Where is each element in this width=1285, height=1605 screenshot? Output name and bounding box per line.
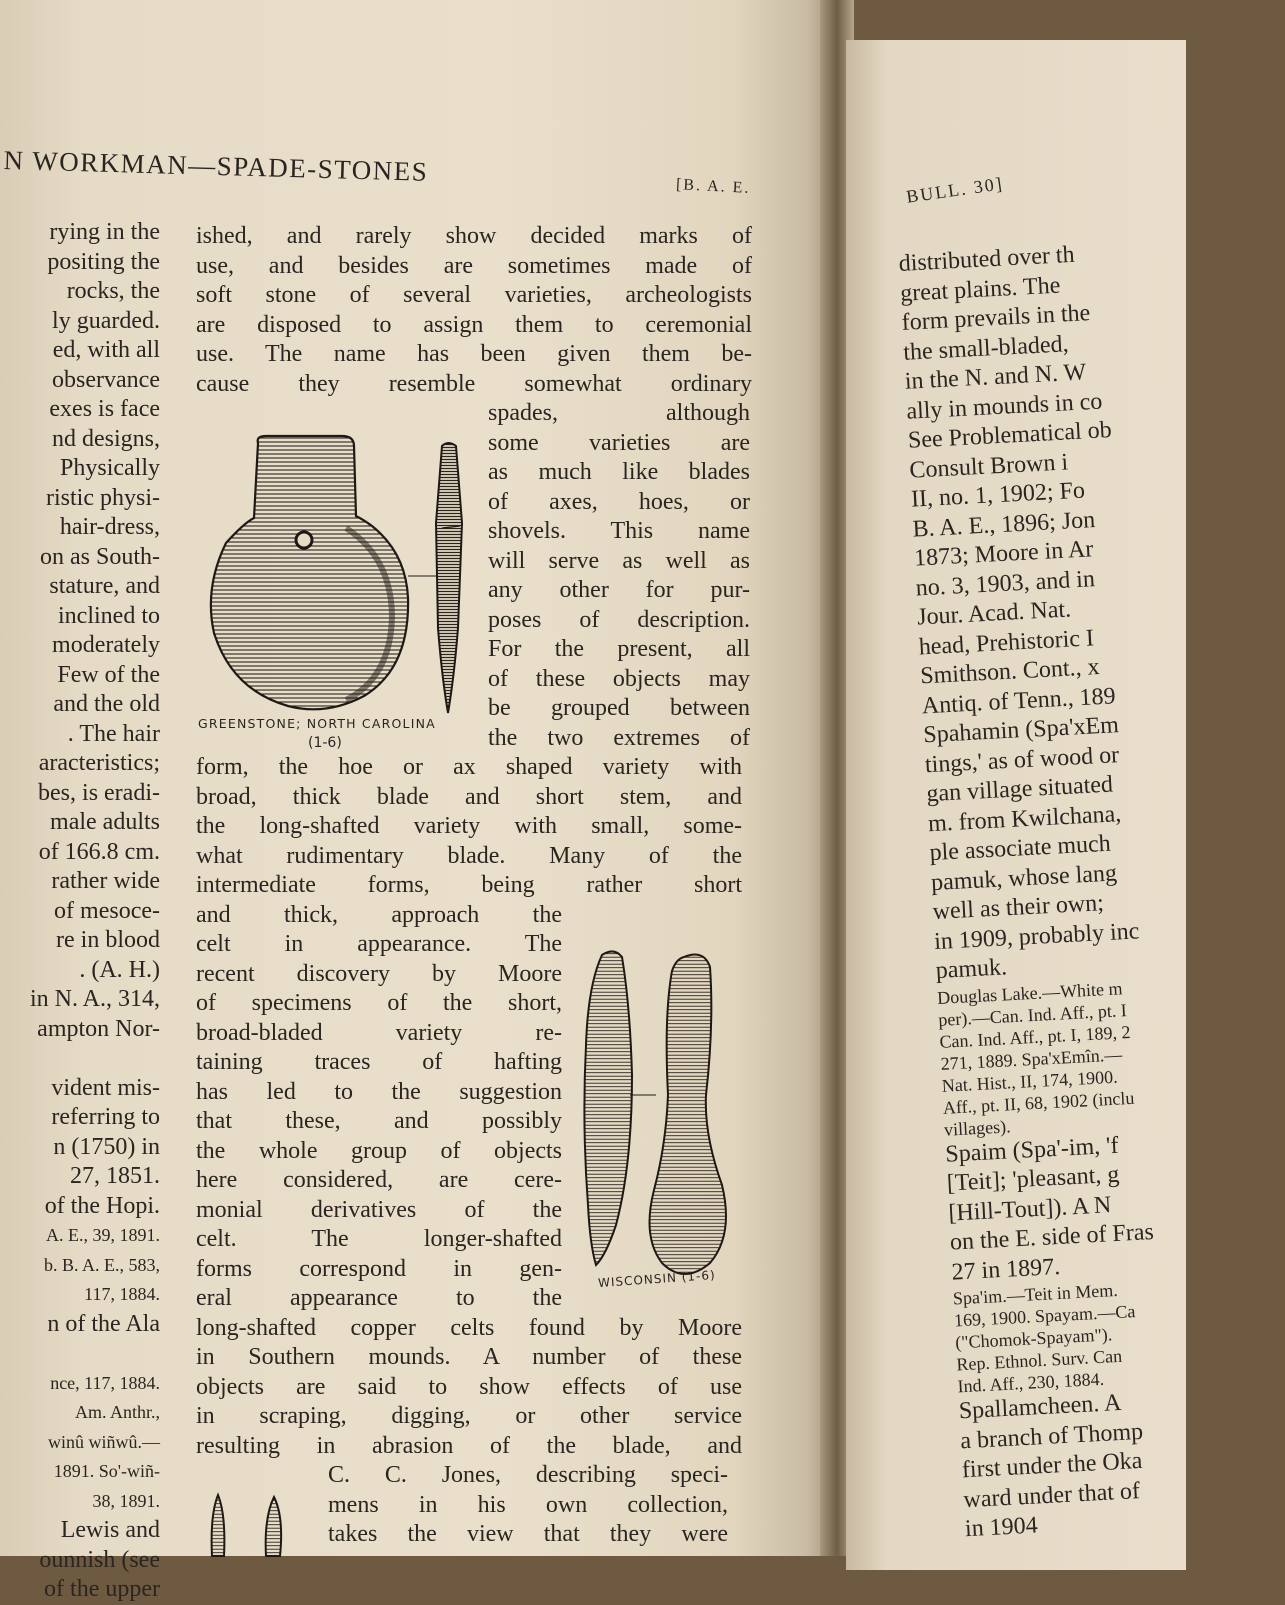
text-line: as much like blades [488, 459, 750, 485]
right-column-fragment [898, 233, 1285, 1544]
text-line: Aff., pt. II, 68, 1902 (inclu [942, 1087, 1135, 1118]
text-line: Spahamin (Spa'xEm [922, 712, 1120, 749]
text-line: bes, is eradi- [38, 779, 160, 806]
text-line: are disposed to assign them to ceremonial [196, 311, 752, 338]
text-line: Few of the [57, 661, 160, 688]
text-line: nd designs, [52, 425, 160, 452]
text-line: here considered, are cere- [196, 1167, 562, 1193]
text-line: broad-bladed variety re- [196, 1019, 562, 1046]
text-line: of the Hopi. [44, 1192, 160, 1219]
text-line: of mesoce- [54, 897, 160, 924]
partial-spade-stone-illustration [190, 1495, 300, 1556]
text-line: in Southern mounds. A number of these [196, 1344, 742, 1370]
text-line: the two extremes of [488, 724, 750, 751]
text-line: referring to [51, 1104, 160, 1130]
text-line: monial derivatives of the [196, 1196, 562, 1223]
text-line: spades, although [488, 400, 750, 426]
text-line: C. C. Jones, describing speci- [328, 1462, 728, 1488]
text-line: taining traces of hafting [196, 1049, 562, 1075]
text-line: poses of description. [488, 606, 750, 633]
right-page [846, 40, 1186, 1570]
text-line: ounnish (see [39, 1546, 160, 1573]
text-line: rocks, the [66, 278, 160, 304]
text-line: soft stone of several varieties, archeologists [196, 282, 752, 308]
text-line: rying in the [49, 219, 160, 245]
left-column-fragment [0, 218, 160, 1605]
spade-stone-illustration [196, 428, 486, 758]
text-line: Lewis and [60, 1517, 160, 1543]
text-line: celt in appearance. The [196, 931, 562, 957]
long-shafted-spade-stone-illustration [572, 945, 742, 1305]
text-line: use, and besides are sometimes made of [196, 252, 752, 279]
text-line: the long-shafted variety with small, some- [196, 813, 742, 839]
text-line: in 1909, probably inc [933, 917, 1140, 955]
text-line: great plains. The [899, 272, 1061, 307]
text-line: no. 3, 1903, and in [915, 565, 1096, 602]
text-line: a branch of Thomp [959, 1418, 1144, 1454]
text-line: forms correspond in gen- [196, 1255, 562, 1282]
text-line: be grouped between [488, 695, 750, 721]
text-line: 1873; Moore in Ar [913, 536, 1094, 572]
text-line: villages). [943, 1115, 1011, 1140]
text-line: on as South- [40, 543, 160, 570]
text-line: A. E., 39, 1891. [46, 1225, 160, 1245]
text-line: Can. Ind. Aff., pt. I, 189, 2 [938, 1021, 1131, 1052]
text-line: moderately [52, 632, 160, 658]
text-line: See Problematical ob [907, 417, 1113, 454]
text-line: the whole group of objects [196, 1137, 562, 1164]
text-line: and thick, approach the [196, 901, 562, 928]
text-line: Ind. Aff., 230, 1884. [957, 1368, 1105, 1397]
text-line: will serve as well as [488, 547, 750, 574]
text-line: objects are said to show effects of use [196, 1373, 742, 1400]
text-line: Spallamcheen. A [958, 1389, 1122, 1425]
text-line: Antiq. of Tenn., 189 [921, 682, 1117, 719]
text-line: re in blood [56, 927, 160, 953]
text-line: on the E. side of Fras [949, 1218, 1155, 1256]
text-line: cause they resemble somewhat ordinary [196, 370, 752, 397]
text-line: . The hair [67, 720, 160, 747]
text-line: winû wiñwû.— [48, 1431, 160, 1452]
text-line: of these objects may [488, 665, 750, 692]
main-column [196, 222, 756, 1550]
text-line: eral appearance to the [196, 1285, 562, 1311]
text-line: long-shafted copper celts found by Moore [196, 1314, 742, 1341]
text-line: male adults [50, 809, 160, 835]
text-line: ly guarded. [52, 307, 160, 334]
text-line: ally in mounds in co [905, 388, 1103, 425]
text-line: 27, 1851. [70, 1163, 160, 1189]
text-line: form, the hoe or ax shaped variety with [196, 754, 742, 780]
text-line: intermediate forms, being rather short [196, 872, 742, 898]
text-line: has led to the suggestion [196, 1078, 562, 1105]
text-line: 1891. So'-wiñ- [53, 1461, 160, 1481]
text-line: what rudimentary blade. Many of the [196, 842, 742, 869]
text-line: the small-bladed, [902, 330, 1070, 366]
text-line [0, 1044, 160, 1074]
text-line: Rep. Ethnol. Surv. Can [955, 1345, 1123, 1375]
text-line: 27 in 1897. [950, 1253, 1061, 1286]
text-line: in the N. and N. W [904, 359, 1087, 395]
text-line: [Hill-Tout]). A N [947, 1191, 1112, 1227]
text-line: of axes, hoes, or [488, 488, 750, 515]
text-line: Smithson. Cont., x [919, 654, 1101, 690]
text-line: of 166.8 cm. [38, 838, 160, 865]
text-line: stature, and [49, 573, 160, 599]
text-line: Spa'im.—Teit in Mem. [952, 1279, 1119, 1309]
text-line: use. The name has been given them be- [196, 341, 752, 367]
text-line: of the upper [44, 1576, 160, 1602]
text-line: positing the [47, 248, 160, 275]
text-line: Consult Brown i [908, 448, 1069, 484]
text-line: Physically [60, 455, 160, 481]
text-line: Nat. Hist., II, 174, 1900. [941, 1066, 1119, 1096]
text-line: pamuk, whose lang [930, 859, 1118, 896]
text-line: nce, 117, 1884. [50, 1372, 160, 1393]
text-line: inclined to [58, 602, 160, 629]
text-line: any other for pur- [488, 577, 750, 603]
text-line: 38, 1891. [92, 1490, 160, 1511]
text-line: exes is face [49, 396, 160, 422]
text-line: some varieties are [488, 429, 750, 456]
text-line: 271, 1889. Spa'xEmîn.— [940, 1043, 1123, 1074]
text-line: head, Prehistoric I [918, 624, 1095, 660]
text-line: n (1750) in [53, 1133, 160, 1160]
text-line: distributed over th [898, 241, 1076, 277]
figure-2-caption: WISCONSIN (1-6) [597, 1267, 717, 1291]
text-line: 169, 1900. Spayam.—Ca [953, 1301, 1136, 1331]
text-line: takes the view that they were [328, 1521, 728, 1547]
text-line: II, no. 1, 1902; Fo [910, 477, 1086, 513]
text-line: in scraping, digging, or other service [196, 1403, 742, 1429]
text-line: For the present, all [488, 636, 750, 662]
text-line: gan village situated [925, 771, 1114, 808]
text-line: well as their own; [932, 890, 1105, 926]
figure-1-scale: (1-6) [308, 735, 342, 751]
text-line: ristic physi- [46, 484, 160, 511]
text-line: shovels. This name [488, 518, 750, 544]
right-running-head: BULL. 30] [905, 173, 1005, 207]
text-line: Am. Anthr., [74, 1402, 160, 1422]
text-line: ple associate much [928, 830, 1112, 867]
text-line: . (A. H.) [79, 956, 160, 983]
text-line: Spaim (Spa'-im, 'f [944, 1132, 1120, 1168]
text-line: vident mis- [51, 1074, 160, 1101]
text-line: observance [52, 366, 160, 393]
text-line: b. B. A. E., 583, [43, 1254, 160, 1275]
text-line: in 1904 [964, 1512, 1039, 1543]
text-line: first under the Oka [961, 1447, 1143, 1484]
figure-1-caption: GREENSTONE; NORTH CAROLINA [198, 716, 436, 731]
text-line: celt. The longer-shafted [196, 1226, 562, 1252]
text-line: hair-dress, [59, 514, 160, 540]
text-line: ed, with all [52, 337, 160, 363]
text-line: ("Chomok-Spayam"). [954, 1324, 1113, 1353]
running-head: N WORKMAN—SPADE-STONES [3, 145, 429, 187]
text-line: and the old [53, 691, 160, 717]
text-line: ward under that of [962, 1477, 1141, 1513]
text-line: pamuk. [935, 954, 1008, 984]
text-line: tings,' as of wood or [924, 741, 1120, 778]
text-line: mens in his own collection, [328, 1491, 728, 1518]
text-line: ampton Nor- [37, 1015, 160, 1042]
text-line: n of the Ala [47, 1310, 160, 1337]
text-line [0, 1339, 160, 1369]
text-line: B. A. E., 1896; Jon [911, 506, 1096, 543]
text-line: per).—Can. Ind. Aff., pt. I [937, 999, 1128, 1030]
text-line: rather wide [51, 868, 160, 894]
text-line: form prevails in the [901, 300, 1091, 336]
text-line: of specimens of the short, [196, 990, 562, 1016]
text-line: m. from Kwilchana, [927, 800, 1122, 837]
text-line: [Teit]; 'pleasant, g [946, 1161, 1120, 1197]
text-line: aracteristics; [38, 750, 160, 776]
text-line: broad, thick blade and short stem, and [196, 783, 742, 810]
section-mark: [B. A. E. [675, 176, 751, 197]
text-line: that these, and possibly [196, 1108, 562, 1134]
text-line: Jour. Acad. Nat. [916, 596, 1072, 631]
text-line: recent discovery by Moore [196, 960, 562, 987]
text-line: Douglas Lake.—White m [936, 977, 1123, 1008]
text-line: 117, 1884. [84, 1284, 160, 1304]
text-line: ished, and rarely show decided marks of [196, 223, 752, 249]
text-line: resulting in abrasion of the blade, and [196, 1432, 742, 1459]
text-line: in N. A., 314, [29, 986, 160, 1012]
